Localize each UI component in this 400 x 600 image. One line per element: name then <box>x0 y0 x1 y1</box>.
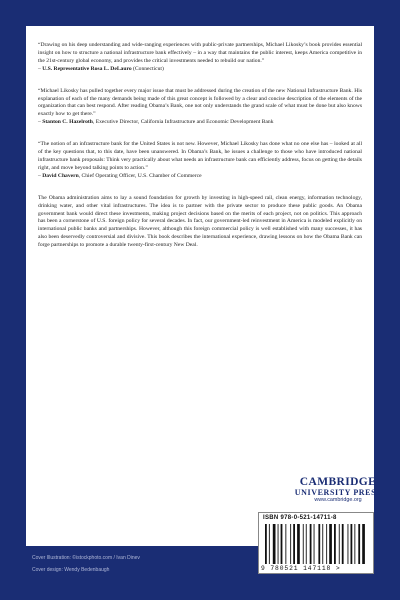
attr-name: David Chavern <box>42 172 79 179</box>
attr-name: U.S. Representative Rosa L. DeLauro <box>42 65 132 72</box>
barcode-bar <box>297 524 300 564</box>
barcode-bar <box>278 524 279 564</box>
attr-title: (Connecticut) <box>131 65 164 72</box>
barcode-bar <box>290 524 291 564</box>
barcode-bar <box>306 524 307 564</box>
design-credit: Cover design: Wendy Bedenbaugh <box>32 567 110 573</box>
barcode-bar <box>351 524 353 564</box>
barcode-bar <box>339 524 340 564</box>
barcode-bar <box>314 524 315 564</box>
barcode-bar <box>342 524 344 564</box>
barcode-bar <box>269 524 270 564</box>
attr-dash: – <box>38 119 43 126</box>
attr-title: , Executive Director, California Infrastructure and Economic Development Bank <box>92 119 274 126</box>
barcode-icon <box>263 524 369 564</box>
barcode-bar <box>329 524 332 564</box>
blurb-1 <box>38 42 362 74</box>
barcode-bar <box>318 524 320 564</box>
blurb-attribution <box>38 173 362 181</box>
blurb-quote: “Michael Likosky has pulled together every major issue that must be addressed during the creation of the new National Infrastructure Bank. His explanation of each of the many demands being made of this great concept is followed by a clear and concise description of the elements of the organization that can best respond. After reading Obama’s Bank, one not only understands the grand scale of what must be done but also knows exactly how to get there.” <box>38 87 362 118</box>
blurb-quote: “The notion of an infrastructure bank for the United States is not new. However, Michael Likosky has done what no one else has – looked at all of the key questions that, to this date, have been unanswered. In Obama’s Bank, he issues a challenge to those who have introduced national infrastructure bank proposals: Think very practically about what needs an infrastructure bank can efficiently address, focus on getting the details right, and move beyond talking points to action.” <box>38 141 362 171</box>
publisher-url: www.cambridge.org <box>314 497 362 503</box>
text-panel <box>26 26 374 546</box>
cover-credits <box>32 552 140 576</box>
publisher-name: CAMBRIDGE <box>299 476 377 488</box>
barcode-digits: 9 780521 147118 > <box>261 565 341 572</box>
isbn-label: ISBN 978-0-521-14711-8 <box>263 515 337 521</box>
attr-dash: – <box>38 172 43 179</box>
attr-title: , Chief Operating Officer, U.S. Chamber of Commerce <box>78 172 202 179</box>
attr-name: Stanton C. Hazelroth <box>42 119 93 126</box>
barcode-bar <box>362 524 365 564</box>
barcode-bar <box>322 524 323 564</box>
attr-dash: – <box>38 65 43 72</box>
illustration-credit: Cover Illustration: ©istockphoto.com / Ivan Dinev <box>32 555 140 561</box>
barcode-bar <box>358 524 360 564</box>
barcode-bar <box>273 524 276 564</box>
barcode-bar <box>293 524 295 564</box>
blurb-3 <box>38 141 362 181</box>
barcode-bar <box>354 524 355 564</box>
barcode-bar <box>265 524 267 564</box>
publisher-logo <box>290 476 386 504</box>
barcode-bar <box>281 524 283 564</box>
barcode-bar <box>310 524 312 564</box>
blurb-attribution <box>38 119 362 127</box>
book-description: The Obama administration aims to lay a sound foundation for growth by investing in high-speed rail, clean energy, information technology, drinking water, and other vital infrastructures. The idea is to partner with the private sector to produce these public goods. An Obama government bank would direct these investments, making project decisions based on the merits of each project, not on politics. This approach has been a cornerstone of U.S. foreign policy for several decades. In fact, our government-led reinvestment in America is modeled explicitly on international public banks and partnerships. However, although this foreign commercial policy is well established with many successes, it has also been deservedly controversial and divisive. This book describes the international experience, drawing lessons on how the Obama Bank can forge partnerships to promote a durable twenty-first-century New Deal. <box>38 194 362 249</box>
publisher-subtitle: UNIVERSITY PRESS <box>294 488 382 497</box>
blurb-2 <box>38 88 362 128</box>
barcode-box <box>258 512 374 574</box>
blurb-attribution <box>38 66 362 74</box>
barcode-bar <box>326 524 327 564</box>
barcode-bar <box>285 524 286 564</box>
barcode-bar <box>334 524 336 564</box>
barcode-bar <box>348 524 349 564</box>
blurb-quote: “Drawing on his deep understanding and wide-ranging experiences with public-private partnerships, Michael Likosky’s book provides essential insight on how to structure a national infrastructure bank effectively – in a way that maintains the public interest, keeps America competitive in the 21st-century global economy, and provides the critical investments needed to rebuild our nation.” <box>38 42 362 64</box>
barcode-bar <box>303 524 304 564</box>
